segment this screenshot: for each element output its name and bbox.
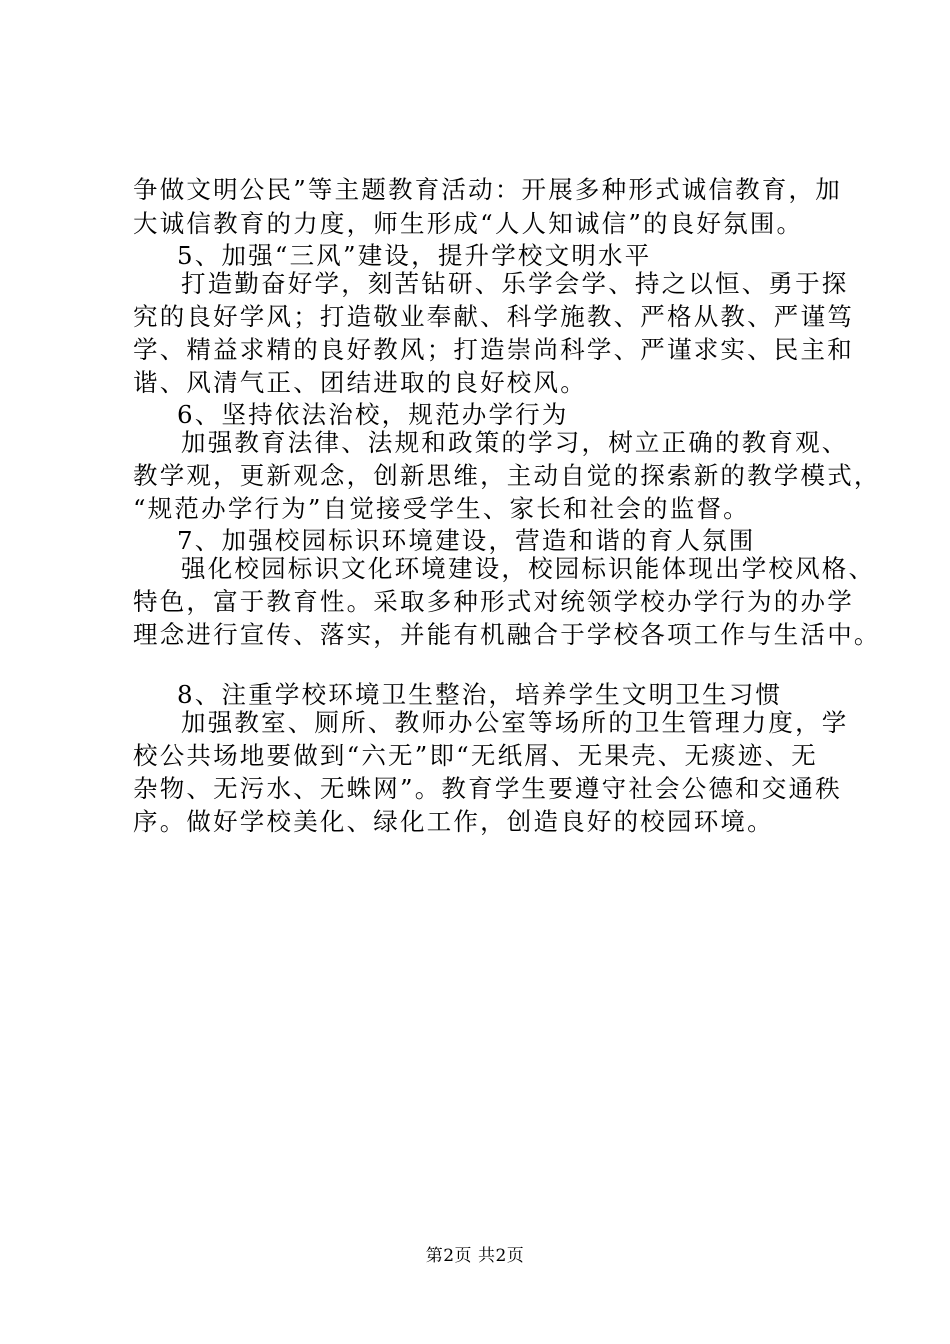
body-text-line: 谐、风清气正、团结进取的良好校风。 [133,368,587,397]
body-text-line: 争做文明公民”等主题教育活动：开展多种形式诚信教育，加 [133,175,842,204]
body-text-line: 杂物、无污水、无蛛网”。教育学生要遵守社会公德和交通秩 [133,774,842,803]
body-text-line: “规范办学行为”自觉接受学生、家长和社会的监督。 [133,494,750,523]
section-heading-7: 7、加强校园标识环境建设，营造和谐的育人氛围 [177,526,756,555]
body-text-line: 究的良好学风；打造敬业奉献、科学施教、严格从教、严谨笃 [133,302,854,331]
body-text-line: 学、精益求精的良好教风；打造崇尚科学、严谨求实、民主和 [133,335,854,364]
body-text-line: 大诚信教育的力度，师生形成“人人知诚信”的良好氛围。 [133,209,804,238]
body-text-line: 强化校园标识文化环境建设，校园标识能体现出学校风格、 [181,554,876,583]
section-heading-5: 5、加强“三风”建设，提升学校文明水平 [177,241,652,270]
body-text-line: 特色，富于教育性。采取多种形式对统领学校办学行为的办学 [133,587,854,616]
page-number-footer: 第2页 共2页 [425,1246,525,1266]
body-text-line: 序。做好学校美化、绿化工作，创造良好的校园环境。 [133,807,774,836]
body-text-line: 打造勤奋好学，刻苦钻研、乐学会学、持之以恒、勇于探 [181,269,849,298]
body-text-line: 加强教育法律、法规和政策的学习，树立正确的教育观、 [181,428,849,457]
body-text-line: 加强教室、厕所、教师办公室等场所的卫生管理力度，学 [181,708,849,737]
section-heading-6: 6、坚持依法治校，规范办学行为 [177,400,569,429]
body-text-line: 校公共场地要做到“六无”即“无纸屑、无果壳、无痰迹、无 [133,741,818,770]
section-heading-8: 8、注重学校环境卫生整治，培养学生文明卫生习惯 [177,680,783,709]
body-text-line: 理念进行宣传、落实，并能有机融合于学校各项工作与生活中。 [133,620,881,649]
body-text-line: 教学观，更新观念，创新思维，主动自觉的探索新的教学模式， [133,461,881,490]
